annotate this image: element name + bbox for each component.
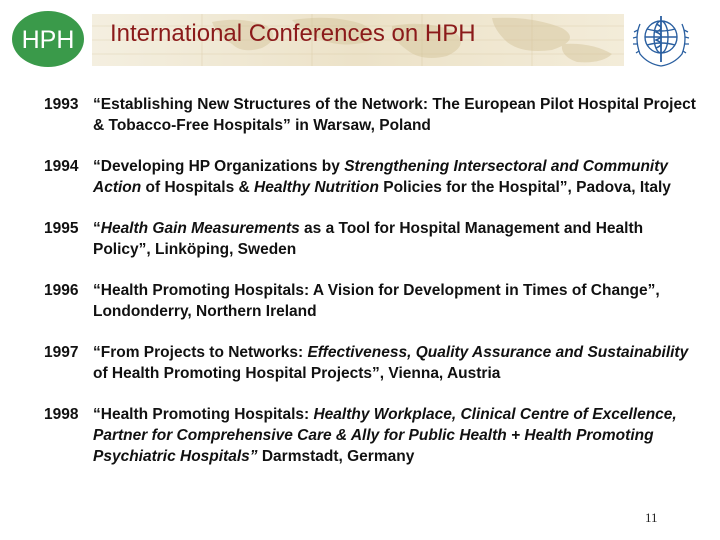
conference-description: [93, 280, 704, 322]
conference-text: of Hospitals &: [141, 179, 255, 196]
conference-emphasis: Healthy Nutrition: [254, 179, 379, 196]
title-banner: [92, 14, 624, 66]
slide-header: [0, 0, 720, 78]
who-emblem-icon: [630, 10, 692, 73]
page-title: International Conferences on HPH: [110, 20, 476, 47]
conference-text: “Developing HP Organizations by: [93, 158, 345, 175]
conference-text: as a Tool for Hospital Management and Health Policy”, Linköping, Sweden: [93, 220, 644, 258]
conference-year: 1996: [44, 282, 79, 299]
conference-text: Darmstadt, Germany: [257, 448, 415, 465]
conference-text: “Establishing New Structures of the Network: The European Pilot Hospital Project & Tobacco-Free Hospitals” in Warsaw, Poland: [93, 96, 696, 134]
conference-entry: [44, 94, 704, 136]
conference-emphasis: Healthy Workplace, Clinical Centre of Excellence, Partner for Comprehensive Care & Ally for Public Health + Health Promoting Psychiatric Hospitals”: [93, 406, 677, 465]
conference-text: “Health Promoting Hospitals: A Vision for Development in Times of Change”, Londonderry, Northern Ireland: [93, 282, 660, 320]
conference-year: 1995: [44, 220, 79, 237]
conference-year: 1994: [44, 158, 79, 175]
conference-entry: [44, 280, 704, 322]
conference-entry: [44, 156, 704, 198]
conference-emphasis: Health Gain Measurements: [100, 220, 300, 237]
conference-entry: [44, 404, 704, 467]
conference-text: of Health Promoting Hospital Projects”, Vienna, Austria: [93, 365, 501, 382]
conference-emphasis: Strengthening Intersectoral and Community Action: [93, 158, 669, 196]
conference-year: 1997: [44, 344, 79, 361]
conference-description: [93, 404, 704, 467]
hph-logo-icon: [8, 8, 88, 75]
conference-text: “Health Promoting Hospitals:: [93, 406, 314, 423]
conference-description: [93, 342, 704, 384]
conference-list: [44, 94, 704, 487]
svg-text:HPH: HPH: [21, 26, 75, 54]
conference-entry: [44, 218, 704, 260]
conference-text: “From Projects to Networks:: [93, 344, 308, 361]
conference-emphasis: Effectiveness, Quality Assurance and Sustainability: [307, 344, 689, 361]
conference-description: [93, 156, 704, 198]
conference-year: 1998: [44, 406, 79, 423]
conference-entry: [44, 342, 704, 384]
conference-text: Policies for the Hospital”, Padova, Italy: [378, 179, 671, 196]
conference-year: 1993: [44, 96, 79, 113]
conference-text: “: [93, 220, 101, 237]
conference-description: [93, 218, 704, 260]
page-number: 11: [645, 510, 658, 525]
conference-description: [93, 94, 704, 136]
